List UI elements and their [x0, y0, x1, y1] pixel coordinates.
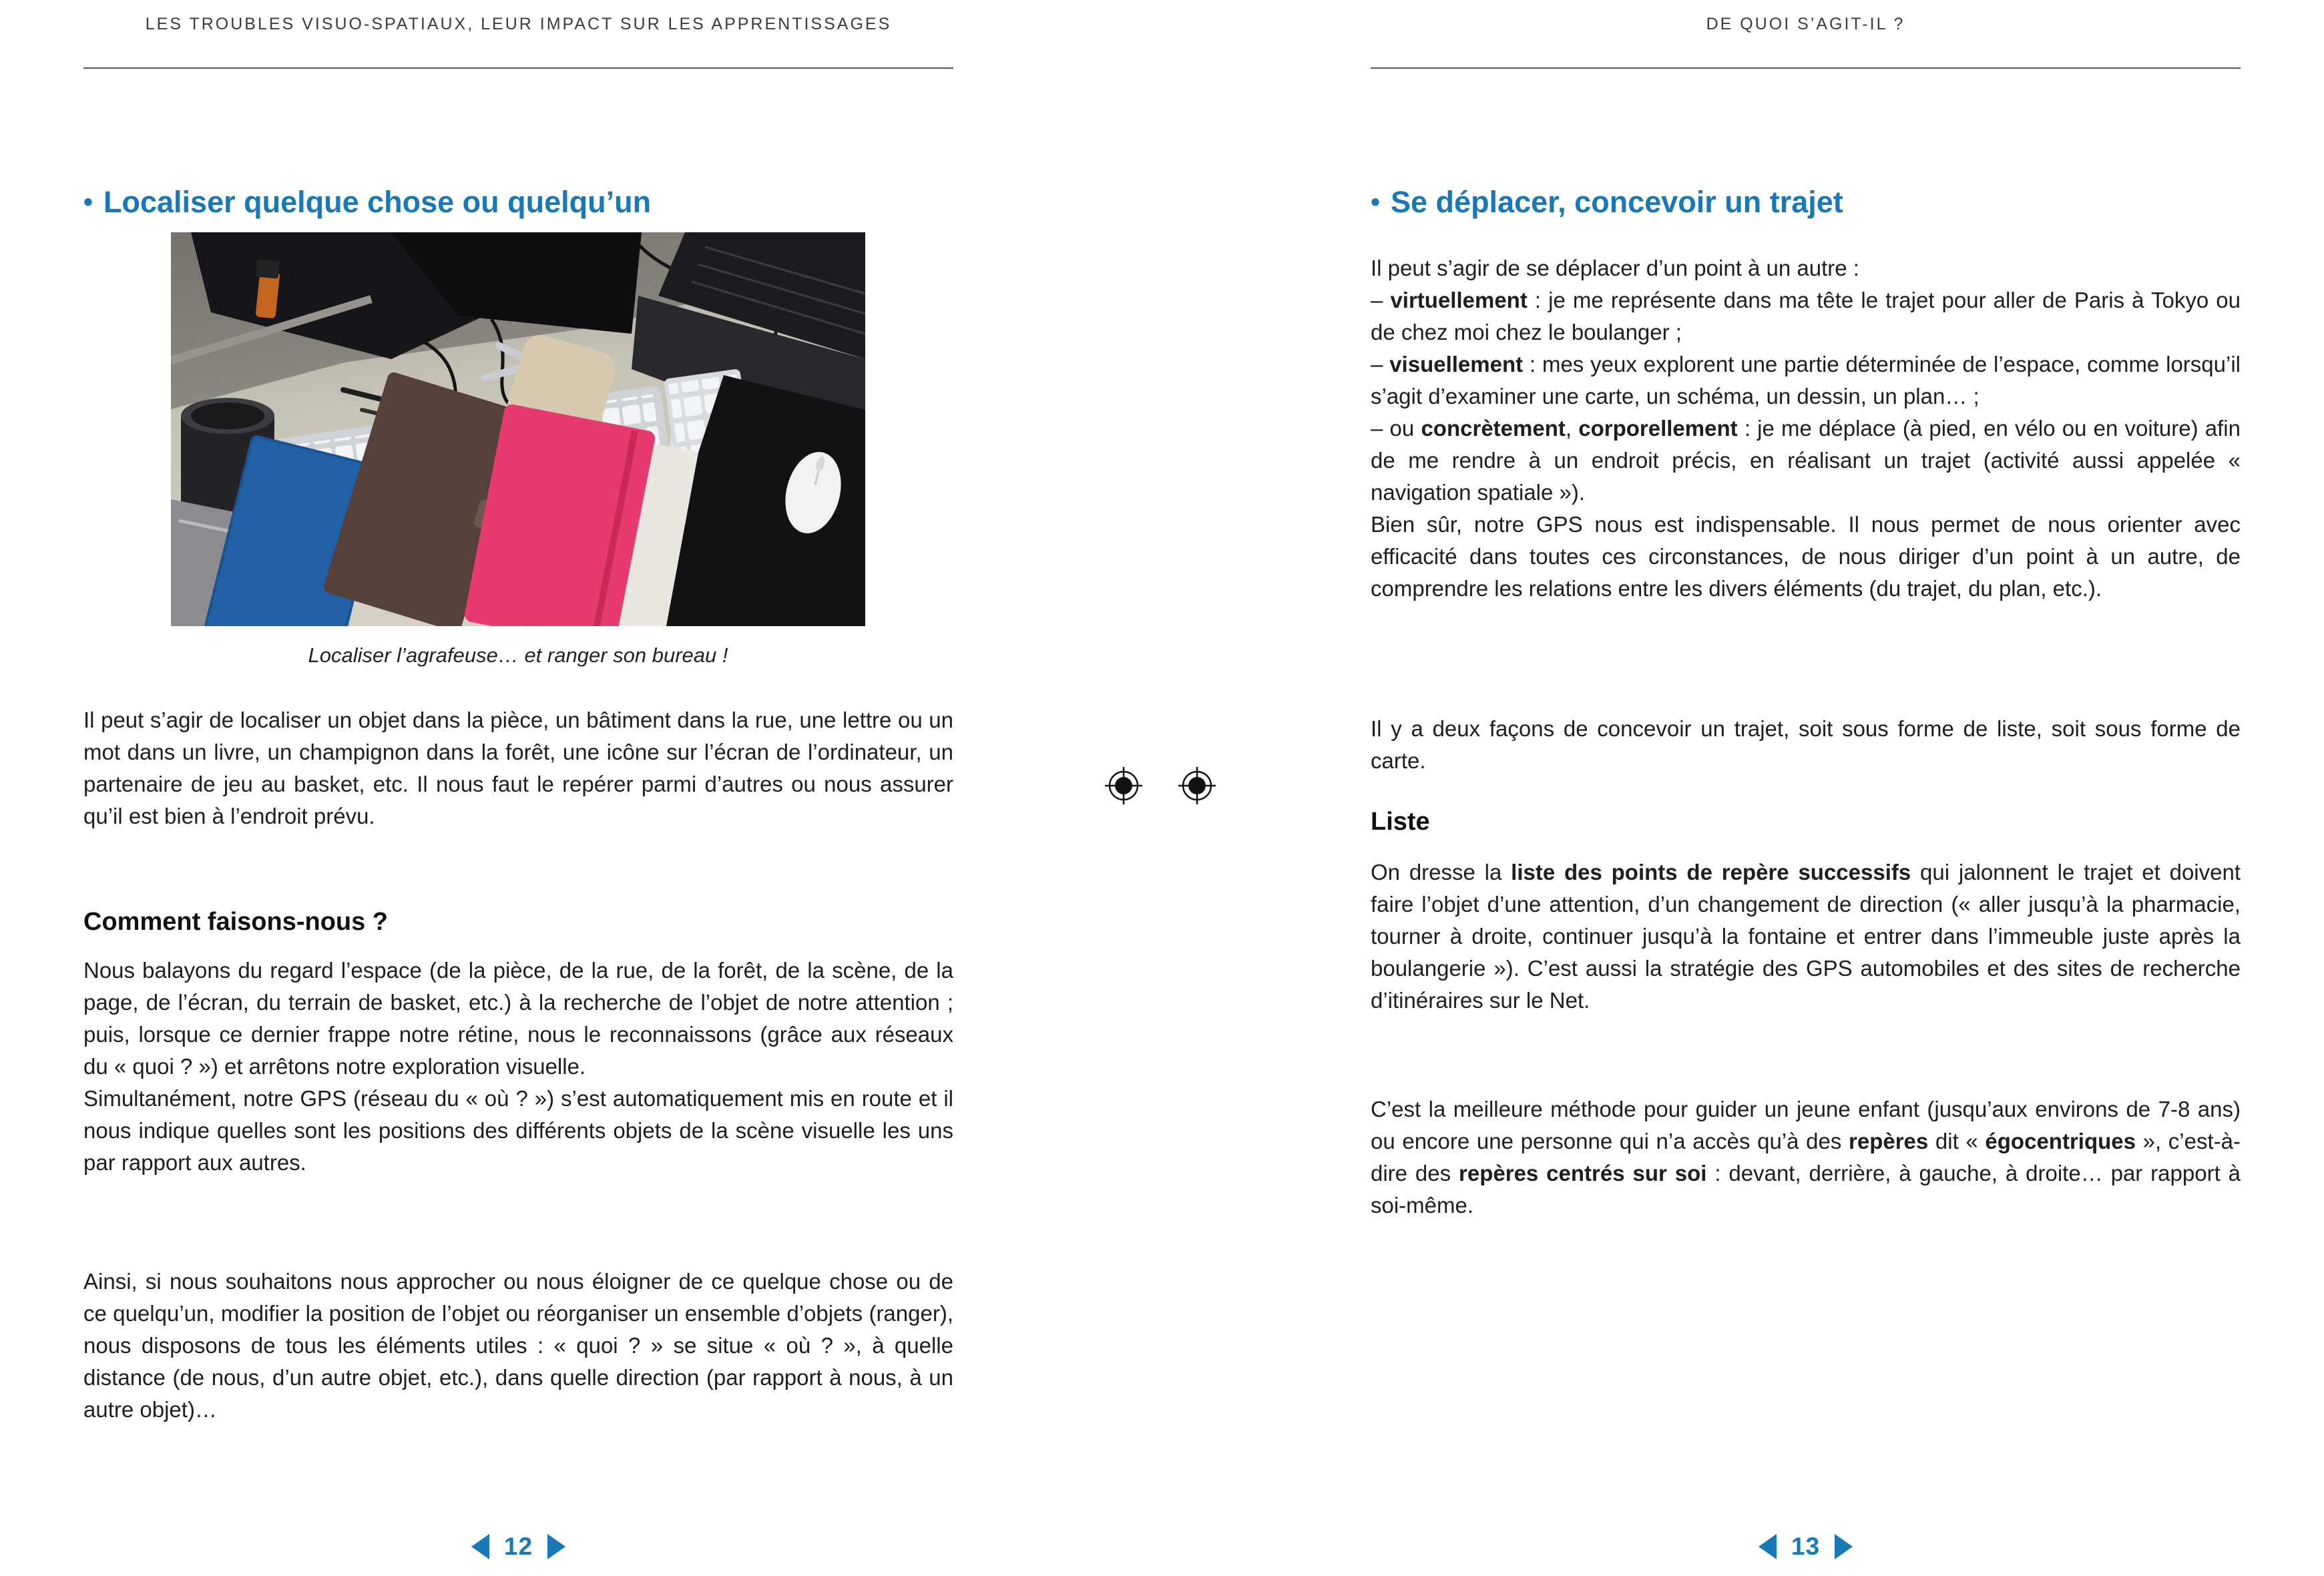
next-page-icon [547, 1534, 565, 1559]
right-two-ways-block [1371, 713, 2241, 777]
paragraph: On dresse la liste des points de repère successifs qui jalonnent le trajet et doivent faire l’objet d’une attention, d’un changement de direction (« aller jusqu’à la pharmacie, tourner à droite, continuer jusqu’à la fontaine et entrer dans l’immeuble juste après la boulangerie »). C’est aussi la stratégie des GPS automobiles et des sites de recherche d’itinéraires sur le Net. [1371, 860, 2241, 1013]
left-paragraph-block-1 [83, 704, 953, 832]
liste-paragraph-block-1 [1371, 856, 2241, 1017]
paragraph: Nous balayons du regard l’espace (de la pièce, de la rue, de la forêt, de la scène, de la page, de l’écran, du terrain de basket, etc.) à la recherche de l’objet de notre attention ; puis, lorsque ce dernier frappe notre rétine, nous le reconnaissons (grâce aux réseaux du « quoi ? ») et arrêtons notre exploration visuelle. [83, 958, 953, 1079]
running-head-right: DE QUOI S’AGIT-IL ? [1706, 15, 1905, 33]
registration-mark-icon [1178, 767, 1216, 804]
paragraph: Bien sûr, notre GPS nous est indispensable. Il nous permet de nous orienter avec efficacité dans toutes ces circonstances, de nous diriger d’un point à un autre, de comprendre les relations entre les divers éléments (du trajet, du plan, etc.). [1371, 512, 2241, 601]
desk-photo-figure [171, 232, 865, 668]
registration-mark-icon [1105, 767, 1142, 804]
liste-heading: Liste [1371, 808, 1430, 836]
right-page [1371, 0, 2241, 1576]
paragraph: – ou concrètement, corporellement : je me déplace (à pied, en vélo ou en voiture) afin de me rendre à un endroit précis, en réalisant un trajet (activité aussi appelée « navigation spatiale »). [1371, 416, 2241, 505]
right-page-title [1371, 185, 2241, 220]
left-page-footer [83, 1533, 953, 1561]
left-page-title-text: Localiser quelque chose ou quelqu’un [103, 185, 652, 220]
next-page-icon [1835, 1534, 1853, 1559]
desk-photo-illustration [171, 232, 865, 626]
photo-caption: Localiser l’agrafeuse… et ranger son bureau ! [308, 643, 728, 667]
paragraph: C’est la meilleure méthode pour guider un jeune enfant (jusqu’aux environs de 7-8 ans) ou encore une personne qui n’a accès qu’à des repères dit « égocentriques », c’est-à-dire des repères centrés sur soi : devant, derrière, à gauche, à droite… par rapport à soi-même. [1371, 1097, 2241, 1218]
paragraph: Il peut s’agir de se déplacer d’un point à un autre : [1371, 256, 1859, 280]
left-paragraph-block-2 [83, 955, 953, 1179]
right-page-footer [1371, 1533, 2241, 1561]
right-page-number: 13 [1791, 1533, 1821, 1560]
running-head-left: LES TROUBLES VISUO-SPATIAUX, LEUR IMPACT SUR LES APPRENTISSAGES [145, 15, 892, 33]
right-page-title-text: Se déplacer, concevoir un trajet [1391, 185, 1843, 220]
bullet-icon: • [83, 188, 93, 218]
paragraph: Ainsi, si nous souhaitons nous approcher ou nous éloigner de ce quelque chose ou de ce quelqu’un, modifier la position de l’objet ou réorganiser un ensemble d’objets (ranger), nous disposons de tous les éléments utiles : « quoi ? » se situe « où ? », à quelle distance (de nous, d’un autre objet, etc.), dans quelle direction (par rapport à nous, à un autre objet)… [83, 1269, 953, 1422]
left-page [83, 0, 953, 1576]
paragraph: Il y a deux façons de concevoir un trajet, soit sous forme de liste, soit sous forme de carte. [1371, 716, 2241, 773]
prev-page-icon [471, 1534, 489, 1559]
liste-paragraph-block-2 [1371, 1093, 2241, 1222]
right-intro-block [1371, 252, 2241, 605]
left-page-number: 12 [503, 1533, 533, 1560]
paragraph: – virtuellement : je me représente dans ma tête le trajet pour aller de Paris à Tokyo ou de chez moi chez le boulanger ; [1371, 288, 2241, 344]
desk-photo [171, 232, 865, 626]
paragraph: Il peut s’agir de localiser un objet dans la pièce, un bâtiment dans la rue, une lettre ou un mot dans un livre, un champignon dans la forêt, une icône sur l’écran de l’ordinateur, un partenaire de jeu au basket, etc. Il nous faut le repérer parmi d’autres ou nous assurer qu’il est bien à l’endroit prévu. [83, 708, 953, 828]
paragraph: – visuellement : mes yeux explorent une partie déterminée de l’espace, comme lorsqu’il s’agit d’examiner une carte, un schéma, un dessin, un plan… ; [1371, 352, 2241, 409]
left-paragraph-block-3 [83, 1266, 953, 1426]
prev-page-icon [1759, 1534, 1777, 1559]
left-page-title [83, 185, 953, 220]
paragraph: Simultanément, notre GPS (réseau du « où ? ») s’est automatiquement mis en route et il nous indique quelles sont les positions des différents objets de la scène visuelle les uns par rapport aux autres. [83, 1086, 953, 1175]
left-sub-heading: Comment faisons-nous ? [83, 908, 389, 936]
bullet-icon: • [1371, 188, 1381, 218]
